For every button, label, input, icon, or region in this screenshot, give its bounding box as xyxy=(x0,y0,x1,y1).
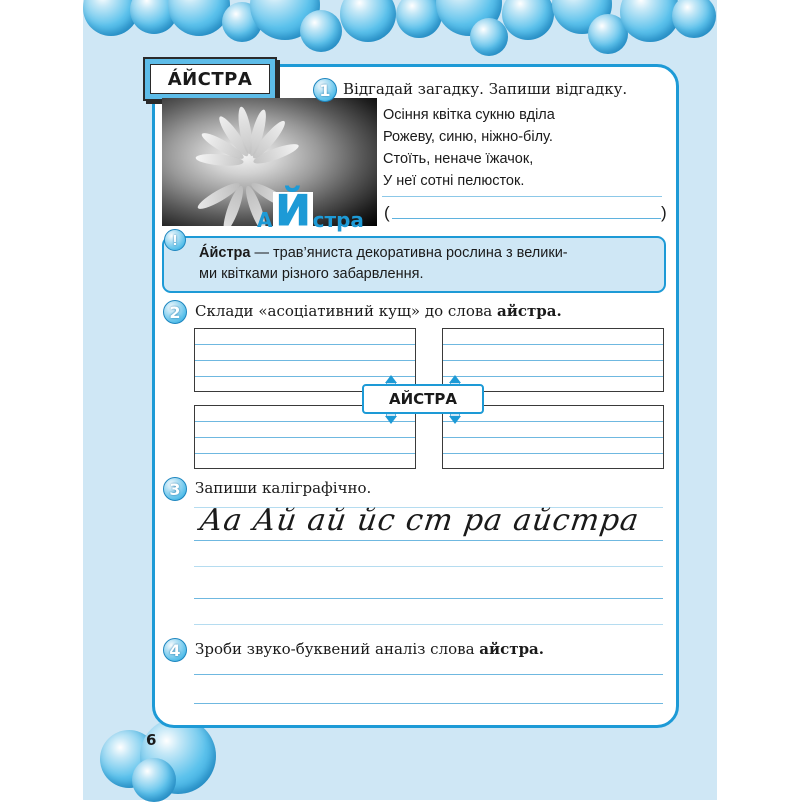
task-1-number: 1 xyxy=(313,78,337,102)
arrow-down-icon xyxy=(385,416,397,424)
exclamation-icon: ! xyxy=(164,229,186,251)
bubble-decoration xyxy=(470,18,508,56)
task-2-text: Склади «асоціативний кущ» до слова xyxy=(195,302,498,320)
bubble-decoration xyxy=(300,10,342,52)
riddle-line: У неї сотні пелюсток. xyxy=(383,173,525,189)
arrow-down-icon xyxy=(449,416,461,424)
answer-paren-open: ( xyxy=(384,203,390,222)
association-box-top-right[interactable] xyxy=(442,328,664,392)
arrow-up-icon xyxy=(385,375,397,383)
association-box-bottom-right[interactable] xyxy=(442,405,664,469)
association-center-word: АЙСТРА xyxy=(362,384,484,414)
definition-text xyxy=(199,243,659,285)
caption-prefix: А xyxy=(257,207,273,232)
analysis-writing-line[interactable] xyxy=(194,703,663,704)
riddle-line: Рожеву, синю, ніжно-білу. xyxy=(383,129,553,145)
caption-highlight-letter: Й xyxy=(275,186,311,235)
task-2-instruction xyxy=(195,302,562,320)
definition-body: — трав’яниста декоративна рослина з велики- xyxy=(250,245,568,261)
arrow-up-icon xyxy=(449,375,461,383)
page-number: 6 xyxy=(146,731,157,749)
task-2-number: 2 xyxy=(163,300,187,324)
writing-line[interactable] xyxy=(194,540,663,541)
association-box-top-left[interactable] xyxy=(194,328,416,392)
writing-guide-line xyxy=(194,624,663,625)
caption-suffix: стра xyxy=(312,207,364,232)
task-4-number: 4 xyxy=(163,638,187,662)
lesson-title-box xyxy=(143,57,277,101)
riddle-answer-field[interactable] xyxy=(392,218,661,219)
writing-line[interactable] xyxy=(194,598,663,599)
task-2-period: . xyxy=(556,302,562,320)
task-3-number: 3 xyxy=(163,477,187,501)
analysis-writing-line[interactable] xyxy=(194,674,663,675)
lesson-title: ÁЙСТРА xyxy=(150,64,270,94)
definition-body-line2: ми квітками різного забарвлення. xyxy=(199,266,424,282)
association-box-bottom-left[interactable] xyxy=(194,405,416,469)
task-4-text: Зроби звуко-буквений аналіз слова xyxy=(195,640,480,658)
calligraphy-sample: Аа Ай ай йс ст ра айстра xyxy=(197,503,642,538)
task-4-instruction xyxy=(195,640,544,658)
definition-term: Áйстра xyxy=(199,245,251,261)
task-4-bold-word: айстра xyxy=(479,640,539,658)
bubble-decoration xyxy=(132,758,176,802)
photo-caption-word xyxy=(257,186,364,235)
task-3-instruction: Запиши каліграфічно. xyxy=(195,479,372,497)
task-1-instruction: Відгадай загадку. Запиши відгадку. xyxy=(343,80,628,98)
writing-guide-line xyxy=(194,566,663,567)
riddle-text xyxy=(383,104,555,192)
riddle-line: Стоїть, неначе їжачок, xyxy=(383,151,534,167)
riddle-line: Осіння квітка сукню вділа xyxy=(383,107,555,123)
task-4-period: . xyxy=(538,640,545,658)
answer-paren-close: ) xyxy=(661,203,667,222)
task-2-bold-word: айстра xyxy=(497,302,557,320)
answer-guide-line xyxy=(382,196,662,197)
